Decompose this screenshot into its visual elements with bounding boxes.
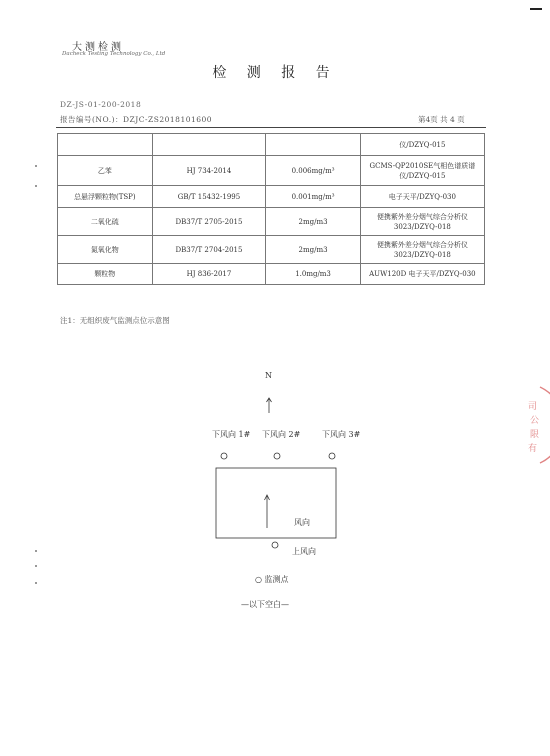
upwind-label: 上风向 bbox=[292, 547, 316, 556]
table-cell-instrument: 便携紫外差分烟气综合分析仪3023/DZYQ-018 bbox=[360, 236, 484, 264]
diagram-note: 注1：无组织废气监测点位示意图 bbox=[60, 316, 170, 325]
table-cell-item: 乙苯 bbox=[58, 156, 153, 186]
margin-mark bbox=[35, 185, 37, 187]
margin-mark bbox=[35, 165, 37, 167]
svg-text:有: 有 bbox=[528, 444, 538, 454]
margin-mark bbox=[35, 565, 37, 567]
monitoring-point-3-icon bbox=[329, 453, 335, 459]
table-cell-instrument: 便携紫外差分烟气综合分析仪3023/DZYQ-018 bbox=[360, 208, 484, 236]
table-cell-standard: DB37/T 2704-2015 bbox=[152, 236, 266, 264]
svg-text:公: 公 bbox=[530, 416, 540, 426]
svg-text:限: 限 bbox=[530, 430, 540, 440]
table-cell-item: 氮氧化物 bbox=[58, 236, 153, 264]
margin-mark bbox=[35, 550, 37, 552]
company-seal-icon bbox=[510, 385, 550, 465]
table-cell-item: 颗粒物 bbox=[58, 264, 153, 285]
wind-arrow-icon bbox=[265, 495, 270, 528]
monitoring-point-upwind-icon bbox=[272, 542, 278, 548]
table-cell-standard: GB/T 15432-1995 bbox=[152, 186, 266, 208]
north-arrow-icon bbox=[267, 398, 272, 413]
point-2-label: 下风向 2# bbox=[262, 430, 301, 439]
page-number: 第4页 共 4 页 bbox=[418, 115, 465, 124]
table-cell-instrument: GCMS-QP2010SE气相色谱质谱仪/DZYQ-015 bbox=[360, 156, 484, 186]
north-label: N bbox=[265, 371, 272, 380]
table-cell-instrument: 仪/DZYQ-015 bbox=[360, 134, 484, 156]
table-cell-standard: HJ 836-2017 bbox=[152, 264, 266, 285]
site-boundary bbox=[216, 468, 336, 538]
report-number: 报告编号(NO.)：DZJC-ZS2018101600 bbox=[60, 115, 213, 124]
table-cell-limit: 2mg/m3 bbox=[266, 208, 360, 236]
point-1-label: 下风向 1# bbox=[212, 430, 251, 439]
table-cell-limit: 0.006mg/m³ bbox=[266, 156, 360, 186]
end-of-report-line: —以下空白— bbox=[241, 600, 289, 609]
company-name-cn: 大测检测 bbox=[72, 42, 124, 53]
table-cell-standard: HJ 734-2014 bbox=[152, 156, 266, 186]
margin-mark bbox=[35, 582, 37, 584]
monitoring-point-1-icon bbox=[221, 453, 227, 459]
document-code: DZ-JS-01-200-2018 bbox=[60, 100, 142, 109]
table-cell-limit: 2mg/m3 bbox=[266, 236, 360, 264]
table-cell-instrument: 电子天平/DZYQ-030 bbox=[360, 186, 484, 208]
table-cell-limit: 1.0mg/m3 bbox=[266, 264, 360, 285]
table-cell-item: 二氧化硫 bbox=[58, 208, 153, 236]
table-cell-instrument: AUW120D 电子天平/DZYQ-030 bbox=[360, 264, 484, 285]
svg-text:司: 司 bbox=[528, 402, 538, 412]
company-name-en: Dacheck Testing Technology Co., Ltd bbox=[62, 51, 166, 57]
table-cell-limit: 0.001mg/m³ bbox=[266, 186, 360, 208]
monitoring-point-2-icon bbox=[274, 453, 280, 459]
report-title: 检 测 报 告 bbox=[212, 65, 338, 81]
point-3-label: 下风向 3# bbox=[322, 430, 361, 439]
table-cell-standard: DB37/T 2705-2015 bbox=[152, 208, 266, 236]
table-cell-item: 总悬浮颗粒物(TSP) bbox=[58, 186, 153, 208]
legend-monitoring-point: ○ 监测点 bbox=[255, 575, 289, 584]
wind-direction-label: 风向 bbox=[294, 518, 310, 527]
